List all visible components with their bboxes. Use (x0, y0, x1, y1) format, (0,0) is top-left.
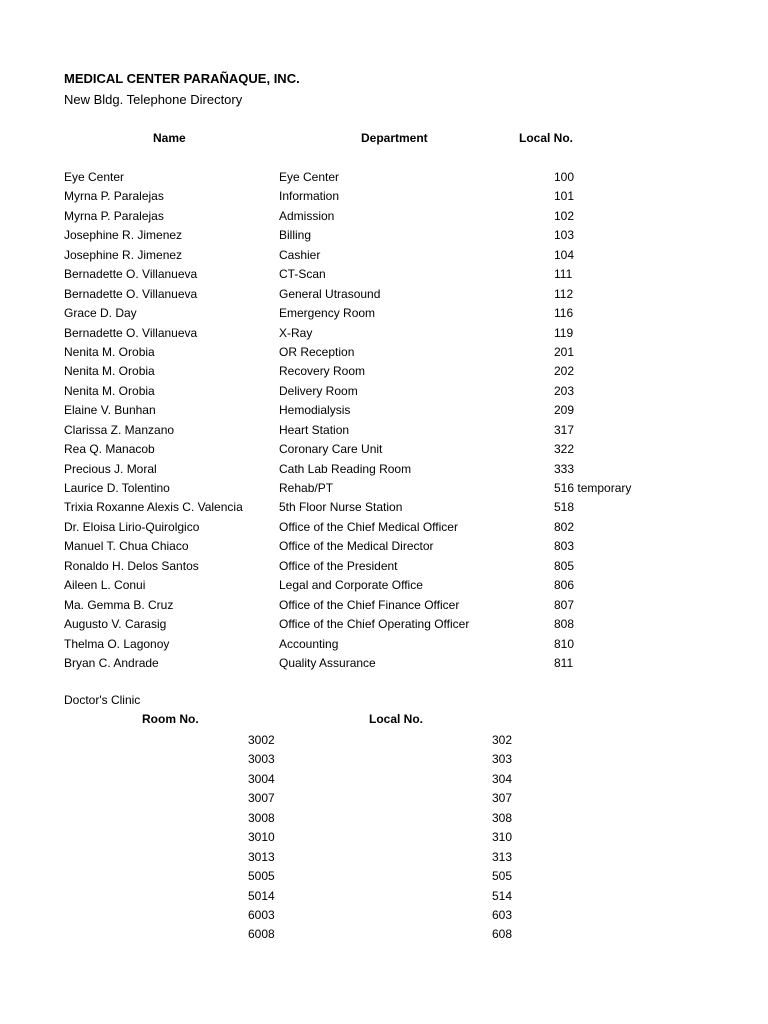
table-row (0, 557, 768, 576)
cell-local: 806 (554, 578, 575, 593)
table-row (0, 848, 768, 867)
cell-room: 3013 (248, 849, 275, 864)
table-row (0, 168, 768, 187)
cell-local: 518 (554, 500, 575, 515)
cell-local: 307 (492, 791, 513, 806)
cell-local: 304 (492, 771, 513, 786)
cell-local: 803 (554, 539, 575, 554)
table-row (0, 324, 768, 343)
cell-department: 5th Floor Nurse Station (279, 500, 403, 515)
table-row (0, 207, 768, 226)
cell-name: Rea Q. Manacob (64, 442, 155, 457)
cell-name: Clarissa Z. Manzano (64, 422, 175, 437)
cell-local: 810 (554, 636, 575, 651)
cell-department: Office of the Chief Medical Officer (279, 519, 458, 534)
cell-name: Augusto V. Carasig (64, 617, 167, 632)
table-row (0, 265, 768, 284)
cell-name: Nenita M. Orobia (64, 344, 155, 359)
cell-local: 514 (492, 888, 513, 903)
cell-department: Office of the Chief Operating Officer (279, 617, 470, 632)
cell-department: Cath Lab Reading Room (279, 461, 412, 476)
table-row (0, 887, 768, 906)
cell-name: Thelma O. Lagonoy (64, 636, 170, 651)
table-row (0, 362, 768, 381)
table-row (0, 867, 768, 886)
cell-department: Admission (279, 208, 335, 223)
cell-room: 5014 (248, 888, 275, 903)
clinic-table (0, 731, 768, 945)
cell-name: Eye Center (64, 170, 125, 184)
cell-department: Legal and Corporate Office (279, 578, 423, 593)
cell-local: 111 (554, 267, 573, 282)
cell-name: Bernadette O. Villanueva (64, 267, 198, 282)
cell-room: 3003 (248, 752, 275, 767)
directory-table (0, 168, 768, 673)
cell-local: 807 (554, 597, 575, 612)
cell-local: 209 (554, 403, 575, 418)
table-row (0, 770, 768, 789)
cell-room: 3010 (248, 830, 275, 845)
table-row (0, 187, 768, 206)
table-row (0, 576, 768, 595)
cell-name: Bernadette O. Villanueva (64, 325, 198, 340)
cell-local: 516 temporary (554, 481, 632, 495)
column-header-department: Department (361, 131, 428, 145)
cell-room: 6003 (248, 907, 275, 922)
cell-local: 101 (554, 189, 575, 204)
table-row (0, 537, 768, 556)
cell-name: Myrna P. Paralejas (64, 208, 164, 223)
table-row (0, 828, 768, 847)
cell-local: 802 (554, 519, 575, 534)
cell-local: 805 (554, 558, 575, 573)
clinic-header-local: Local No. (369, 712, 424, 726)
cell-local: 333 (554, 461, 575, 476)
cell-local: 112 (554, 286, 574, 301)
cell-local: 322 (554, 442, 575, 457)
cell-local: 201 (554, 344, 575, 359)
cell-name: Josephine R. Jimenez (64, 228, 183, 243)
cell-local: 100 (554, 170, 575, 184)
table-row (0, 789, 768, 808)
cell-room: 3002 (248, 733, 275, 747)
table-row (0, 498, 768, 517)
document-subtitle: New Bldg. Telephone Directory (64, 92, 243, 107)
cell-department: Hemodialysis (279, 403, 351, 418)
cell-local: 202 (554, 364, 575, 379)
cell-department: Office of the Medical Director (279, 539, 434, 554)
cell-local: 310 (492, 830, 513, 845)
cell-local: 203 (554, 383, 575, 398)
cell-name: Ma. Gemma B. Cruz (64, 597, 174, 612)
cell-local: 608 (492, 927, 513, 942)
cell-room: 5005 (248, 869, 275, 884)
table-row (0, 596, 768, 615)
cell-name: Myrna P. Paralejas (64, 189, 164, 204)
cell-department: General Utrasound (279, 286, 381, 301)
cell-department: X-Ray (279, 325, 313, 340)
clinic-header-room: Room No. (142, 712, 199, 726)
cell-local: 116 (554, 306, 574, 321)
cell-department: Rehab/PT (279, 481, 334, 495)
table-row (0, 479, 768, 498)
cell-name: Nenita M. Orobia (64, 383, 155, 398)
cell-room: 3004 (248, 771, 275, 786)
table-row (0, 750, 768, 769)
cell-local: 313 (492, 849, 513, 864)
cell-room: 3008 (248, 810, 275, 825)
clinic-section-title: Doctor's Clinic (64, 693, 141, 707)
cell-local: 811 (554, 655, 574, 670)
cell-local: 104 (554, 247, 575, 262)
document-title: MEDICAL CENTER PARAÑAQUE, INC. (64, 71, 300, 86)
cell-name: Dr. Eloisa Lirio-Quirolgico (64, 519, 200, 534)
cell-department: Coronary Care Unit (279, 442, 383, 457)
column-header-name: Name (153, 131, 186, 145)
cell-department: Quality Assurance (279, 655, 376, 670)
cell-name: Manuel T. Chua Chiaco (64, 539, 189, 554)
cell-name: Nenita M. Orobia (64, 364, 155, 379)
cell-department: Accounting (279, 636, 339, 651)
cell-local: 102 (554, 208, 575, 223)
cell-department: Office of the President (279, 558, 398, 573)
cell-department: Billing (279, 228, 312, 243)
table-row (0, 654, 768, 673)
cell-local: 317 (554, 422, 575, 437)
table-row (0, 460, 768, 479)
cell-department: Eye Center (279, 170, 340, 184)
table-row (0, 518, 768, 537)
cell-name: Trixia Roxanne Alexis C. Valencia (64, 500, 243, 515)
cell-department: Office of the Chief Finance Officer (279, 597, 460, 612)
cell-department: Emergency Room (279, 306, 376, 321)
table-row (0, 304, 768, 323)
column-header-local: Local No. (519, 131, 574, 145)
table-row (0, 635, 768, 654)
cell-local: 308 (492, 810, 513, 825)
table-row (0, 906, 768, 925)
cell-name: Elaine V. Bunhan (64, 403, 156, 418)
cell-local: 603 (492, 907, 513, 922)
cell-local: 119 (554, 325, 574, 340)
table-row (0, 615, 768, 634)
cell-local: 302 (492, 733, 513, 747)
table-row (0, 440, 768, 459)
cell-local: 103 (554, 228, 575, 243)
table-row (0, 285, 768, 304)
cell-department: Heart Station (279, 422, 350, 437)
cell-local: 303 (492, 752, 513, 767)
cell-name: Grace D. Day (64, 306, 137, 321)
cell-department: OR Reception (279, 344, 355, 359)
cell-department: Cashier (279, 247, 321, 262)
table-row (0, 246, 768, 265)
cell-local: 505 (492, 869, 513, 884)
cell-local: 808 (554, 617, 575, 632)
cell-name: Josephine R. Jimenez (64, 247, 183, 262)
cell-department: Delivery Room (279, 383, 358, 398)
cell-department: Information (279, 189, 340, 204)
cell-name: Bernadette O. Villanueva (64, 286, 198, 301)
table-row (0, 809, 768, 828)
table-row (0, 925, 768, 944)
cell-department: Recovery Room (279, 364, 366, 379)
cell-room: 6008 (248, 927, 275, 942)
cell-name: Bryan C. Andrade (64, 655, 159, 670)
cell-name: Laurice D. Tolentino (64, 481, 170, 495)
table-row (0, 401, 768, 420)
table-row (0, 343, 768, 362)
table-row (0, 731, 768, 750)
cell-name: Precious J. Moral (64, 461, 157, 476)
table-row (0, 382, 768, 401)
cell-department: CT-Scan (279, 267, 326, 282)
cell-name: Aileen L. Conui (64, 578, 146, 593)
table-row (0, 421, 768, 440)
cell-name: Ronaldo H. Delos Santos (64, 558, 199, 573)
table-row (0, 226, 768, 245)
cell-room: 3007 (248, 791, 275, 806)
